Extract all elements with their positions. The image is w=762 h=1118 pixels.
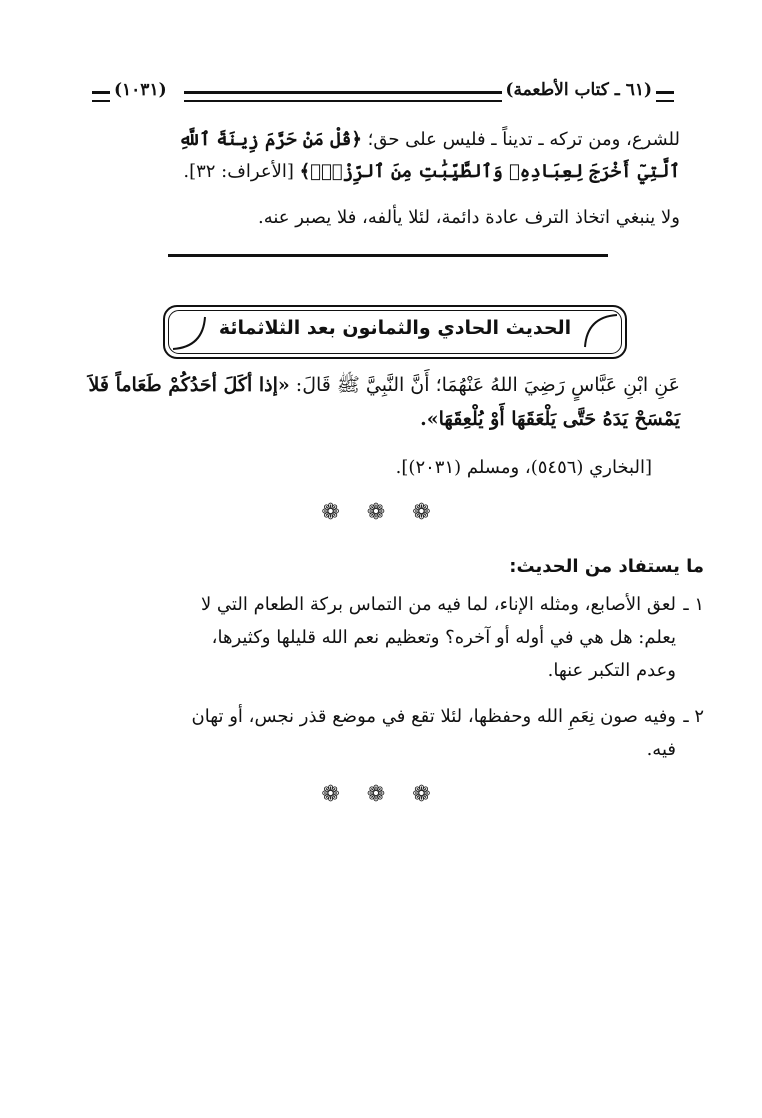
verse-reference: [الأعراف: ٣٢]. xyxy=(183,161,300,182)
intro-paragraph xyxy=(150,124,680,188)
hadith-text xyxy=(64,368,680,436)
benefits-heading: ما يستفاد من الحديث: xyxy=(509,556,704,577)
corner-ornament-icon xyxy=(171,315,207,351)
header-rule-right-end xyxy=(656,91,674,102)
item-number: ١ ـ xyxy=(683,594,704,615)
star-separator: ❁ ❁ ❁ xyxy=(321,782,441,807)
header-rule xyxy=(184,91,502,102)
corner-ornament-icon xyxy=(583,313,619,349)
intro-text: للشرع، ومن تركه ـ تديناً ـ فليس على حق؛ xyxy=(361,129,680,150)
hadith-body: «إذا أكَلَ أحَدُكُمْ طَعَاماً فَلاَ يَمْسَحْ يَدَهُ حَتَّى يَلْعَقَهَا أَوْ يُلْعِقَهَا». xyxy=(88,374,680,430)
hadith-source: [البخاري (٥٤٥٦)، ومسلم (٢٠٣١)]. xyxy=(395,457,652,478)
hadith-title-box xyxy=(163,305,627,359)
benefit-item-1 xyxy=(64,588,704,687)
item-line: وعدم التكبر عنها. xyxy=(547,660,676,681)
header-rule-left-end xyxy=(92,91,110,102)
item-line: لعق الأصابع، ومثله الإناء، لما فيه من التماس بركة الطعام التي لا xyxy=(200,594,676,615)
benefit-item-2 xyxy=(64,700,704,766)
item-line: وفيه صون نِعَمِ الله وحفظها، لئلا تقع في موضع قذر نجس، أو تهان xyxy=(191,706,676,727)
running-header xyxy=(92,80,674,110)
section-divider xyxy=(168,254,608,257)
intro-line-2: ولا ينبغي اتخاذ الترف عادة دائمة، لئلا يألفه، فلا يصبر عنه. xyxy=(257,207,680,228)
item-line: فيه. xyxy=(646,739,676,760)
item-line: يعلم: هل هي في أوله أو آخره؟ وتعظيم نعم الله قليلها وكثيرها، xyxy=(211,627,676,648)
chapter-title: (٦١ ـ كتاب الأطعمة) xyxy=(505,80,652,100)
quran-verse: ﴿قُلْ مَنْ حَرَّمَ زِينَةَ ٱللَّهِ ٱلَّتِيٓ أَخْرَجَ لِعِبَادِهِۦ وَٱلطَّيِّبَٰتِ مِنَ ٱلرِّزْقِۚ﴾ xyxy=(178,129,680,182)
page-number: (١٠٣١) xyxy=(114,80,167,100)
star-separator: ❁ ❁ ❁ xyxy=(321,500,441,525)
hadith-narrator: عَنِ ابْنِ عَبَّاسٍ رَضِيَ اللهُ عَنْهُمَا؛ أَنَّ النَّبِيَّ ﷺ قَالَ: xyxy=(289,374,680,396)
item-number: ٢ ـ xyxy=(683,706,704,727)
intro-paragraph-2 xyxy=(150,202,680,234)
section-title: الحديث الحادي والثمانون بعد الثلاثمائة xyxy=(218,317,572,339)
